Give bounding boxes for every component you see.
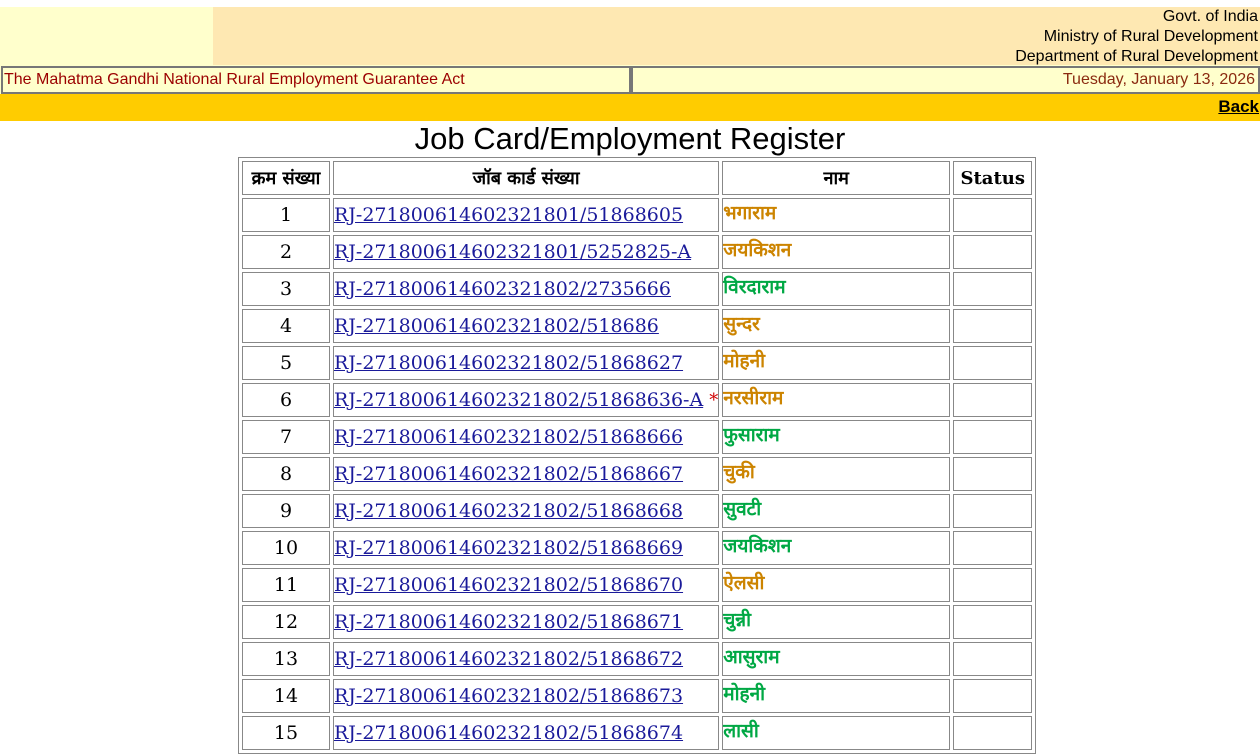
logo-cell	[0, 7, 213, 65]
worker-name-cell: फुसाराम	[722, 420, 950, 454]
header-name: नाम	[722, 161, 950, 195]
header-status: Status	[953, 161, 1032, 195]
job-card-cell	[333, 642, 719, 676]
worker-name-cell: सुन्दर	[722, 309, 950, 343]
job-card-cell	[333, 568, 719, 602]
serial-number-cell: 1	[242, 198, 330, 232]
job-card-cell	[333, 420, 719, 454]
header-job-card-number: जॉब कार्ड संख्या	[333, 161, 719, 195]
site-header	[0, 7, 1260, 65]
table-row	[242, 568, 1032, 602]
serial-number-cell: 5	[242, 346, 330, 380]
job-card-cell	[333, 309, 719, 343]
back-bar	[0, 94, 1260, 121]
job-card-link[interactable]: RJ-271800614602321802/51868667	[334, 463, 684, 485]
job-card-cell	[333, 531, 719, 565]
act-bar	[0, 65, 1260, 94]
job-card-link[interactable]: RJ-271800614602321802/51868672	[334, 648, 684, 670]
serial-number-cell: 2	[242, 235, 330, 269]
table-row	[242, 383, 1032, 417]
job-card-cell	[333, 494, 719, 528]
table-header-row	[242, 161, 1032, 195]
job-card-cell	[333, 383, 719, 417]
job-card-cell	[333, 235, 719, 269]
worker-name-cell: जयकिशन	[722, 531, 950, 565]
top-strip	[0, 0, 1260, 7]
job-card-link[interactable]: RJ-271800614602321802/51868627	[334, 352, 684, 374]
status-cell	[953, 457, 1032, 491]
serial-number-cell: 3	[242, 272, 330, 306]
status-cell	[953, 716, 1032, 750]
worker-name-cell: विरदाराम	[722, 272, 950, 306]
status-cell	[953, 198, 1032, 232]
serial-number-cell: 9	[242, 494, 330, 528]
job-card-link[interactable]: RJ-271800614602321802/51868669	[334, 537, 684, 559]
job-card-link[interactable]: RJ-2718006146023218​01/5252825-A	[334, 241, 692, 263]
gov-line-3: Department of Rural Development	[1015, 48, 1258, 65]
job-card-link[interactable]: RJ-271800614602321802/51868674	[334, 722, 684, 744]
status-cell	[953, 605, 1032, 639]
worker-name-cell: भगाराम	[722, 198, 950, 232]
job-card-cell	[333, 457, 719, 491]
table-row	[242, 605, 1032, 639]
worker-name-cell: जयकिशन	[722, 235, 950, 269]
table-row	[242, 420, 1032, 454]
job-card-cell	[333, 198, 719, 232]
header-serial-number: क्रम संख्या	[242, 161, 330, 195]
status-cell	[953, 309, 1032, 343]
page-title: Job Card/Employment Register	[414, 121, 846, 156]
status-cell	[953, 272, 1032, 306]
worker-name-cell: चुन्नी	[722, 605, 950, 639]
job-card-register-table	[238, 157, 1036, 754]
serial-number-cell: 12	[242, 605, 330, 639]
act-title: The Mahatma Gandhi National Rural Employment Guarantee Act	[4, 71, 465, 88]
job-card-link[interactable]: RJ-271800614602321802/51868670	[334, 574, 684, 596]
serial-number-cell: 14	[242, 679, 330, 713]
worker-name-cell: नरसीराम	[722, 383, 950, 417]
job-card-link[interactable]: RJ-271800614602321802/51868666	[334, 426, 684, 448]
worker-name-cell: सुवटी	[722, 494, 950, 528]
status-cell	[953, 383, 1032, 417]
serial-number-cell: 4	[242, 309, 330, 343]
worker-name-cell: ऐलसी	[722, 568, 950, 602]
table-row	[242, 198, 1032, 232]
table-row	[242, 531, 1032, 565]
status-cell	[953, 568, 1032, 602]
table-row	[242, 272, 1032, 306]
asterisk-marker: *	[709, 390, 719, 411]
table-row	[242, 716, 1032, 750]
job-card-link[interactable]: RJ-271800614602321802/51868636-A	[334, 389, 704, 411]
date-cell	[631, 66, 1260, 94]
job-card-link[interactable]: RJ-271800614602321802/51868668	[334, 500, 684, 522]
status-cell	[953, 679, 1032, 713]
serial-number-cell: 7	[242, 420, 330, 454]
government-info	[1015, 7, 1258, 67]
back-link[interactable]: Back	[1218, 97, 1259, 116]
table-row	[242, 309, 1032, 343]
status-cell	[953, 531, 1032, 565]
table-row	[242, 494, 1032, 528]
serial-number-cell: 6	[242, 383, 330, 417]
serial-number-cell: 13	[242, 642, 330, 676]
worker-name-cell: मोहनी	[722, 679, 950, 713]
job-card-cell	[333, 346, 719, 380]
job-card-cell	[333, 716, 719, 750]
table-body	[242, 198, 1032, 750]
worker-name-cell: आसुराम	[722, 642, 950, 676]
job-card-link[interactable]: RJ-271800614602321802/518686	[334, 315, 659, 337]
serial-number-cell: 10	[242, 531, 330, 565]
worker-name-cell: चुकी	[722, 457, 950, 491]
act-title-cell	[1, 66, 631, 94]
table-row	[242, 235, 1032, 269]
job-card-cell	[333, 605, 719, 639]
status-cell	[953, 642, 1032, 676]
job-card-link[interactable]: RJ-271800614602321801/51868605	[334, 204, 684, 226]
status-cell	[953, 346, 1032, 380]
job-card-cell	[333, 679, 719, 713]
job-card-link[interactable]: RJ-271800614602321802/51868673	[334, 685, 684, 707]
job-card-link[interactable]: RJ-271800614602321802/2735666	[334, 278, 671, 300]
status-cell	[953, 420, 1032, 454]
worker-name-cell: मोहनी	[722, 346, 950, 380]
serial-number-cell: 8	[242, 457, 330, 491]
status-cell	[953, 235, 1032, 269]
status-cell	[953, 494, 1032, 528]
table-row	[242, 642, 1032, 676]
serial-number-cell: 11	[242, 568, 330, 602]
table-row	[242, 346, 1032, 380]
gov-line-2: Ministry of Rural Development	[1043, 28, 1258, 45]
worker-name-cell: लासी	[722, 716, 950, 750]
serial-number-cell: 15	[242, 716, 330, 750]
table-row	[242, 457, 1032, 491]
job-card-link[interactable]: RJ-271800614602321802/51868671	[334, 611, 684, 633]
table-row	[242, 679, 1032, 713]
job-card-cell	[333, 272, 719, 306]
gov-line-1: Govt. of India	[1162, 8, 1258, 25]
current-date: Tuesday, January 13, 2026	[1062, 71, 1255, 88]
